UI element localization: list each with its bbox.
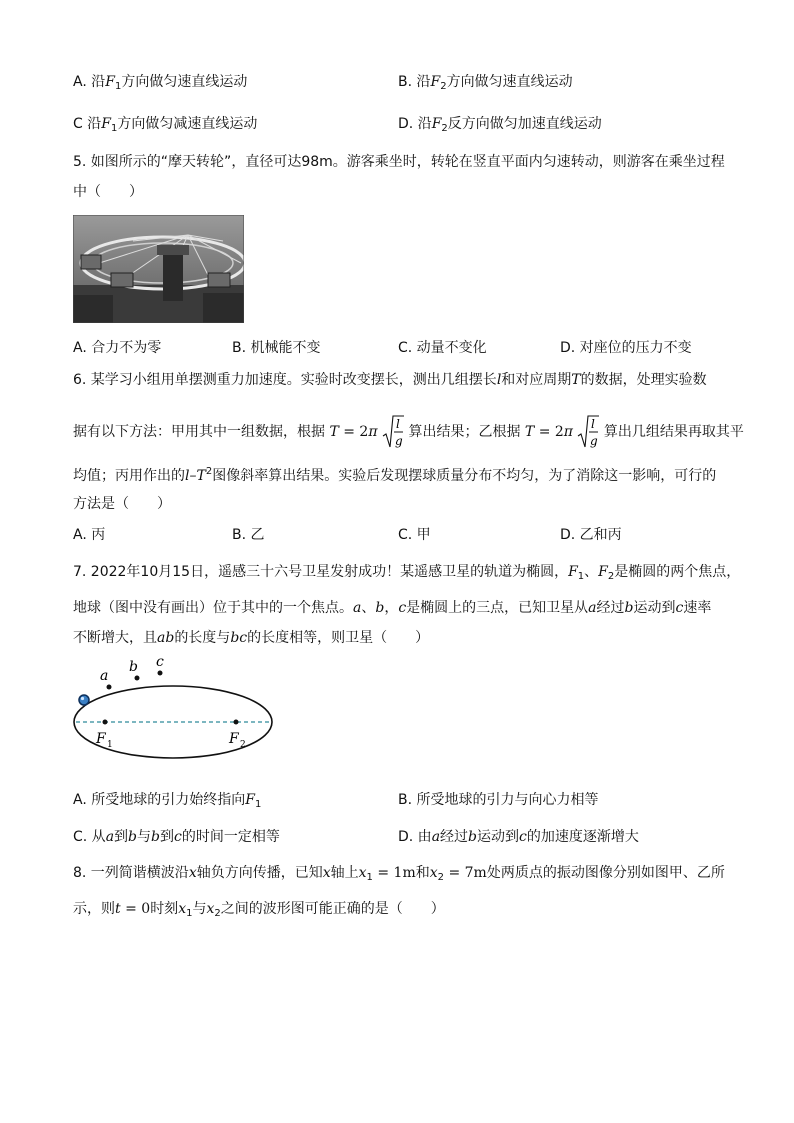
q6-option-d: D. 乙和丙 — [560, 527, 622, 543]
formula-period-1: T = 2π — [329, 424, 378, 440]
q7-option-d: D. 由a经过b运动到c的加速度逐渐增大 — [398, 829, 639, 845]
sqrt-g-2: g — [590, 434, 599, 448]
sqrt-l-1: l — [396, 417, 400, 431]
point-b-dot — [135, 676, 140, 681]
q5-stem-line1: 5. 如图所示的“摩天转轮”，直径可达98m。游客乘坐时，转轮在竖直平面内匀速转动，则游客在乘坐过程 — [73, 154, 725, 170]
q5-option-c: C. 动量不变化 — [398, 340, 487, 356]
label-c: c — [156, 654, 164, 670]
q7-stem-line3: 不断增大，且ab的长度与bc的长度相等，则卫星（ ） — [73, 630, 430, 646]
sqrt-sign-2 — [577, 414, 599, 450]
q7-stem-line1: 7. 2022年10月15日，遥感三十六号卫星发射成功！某遥感卫星的轨道为椭圆，$F_1$、$F_2$是椭圆的两个焦点， — [73, 564, 741, 582]
label-a: a — [100, 668, 109, 684]
q4-option-c: C 沿$F_1$方向做匀减速直线运动 — [73, 116, 258, 134]
q8-stem-line1: 8. 一列简谐横波沿x轴负方向传播，已知x轴上$x_1 = 1m$和$x_2 = 7m$处两质点的振动图像分别如图甲、乙所 — [73, 865, 725, 883]
point-c-dot — [158, 671, 163, 676]
q5-option-d: D. 对座位的压力不变 — [560, 340, 692, 356]
q4-option-a: A. 沿$F_1$方向做匀速直线运动 — [73, 74, 248, 92]
q6-stem-line3: 均值；丙用作出的$l-T^2$图像斜率算出结果。实验后发现摆球质量分布不均匀，为了消除这一影响，可行的 — [73, 466, 717, 484]
q8-stem-line2: 示，则t = 0时刻$x_1$与$x_2$之间的波形图可能正确的是（ ） — [73, 901, 445, 919]
q6-stem-line4: 方法是（ ） — [73, 496, 171, 512]
label-f1-sub: 1 — [107, 740, 113, 750]
q4-option-b: B. 沿$F_2$方向做匀速直线运动 — [398, 74, 573, 92]
q4-option-d: D. 沿$F_2$反方向做匀加速直线运动 — [398, 116, 602, 134]
focus-f2-dot — [234, 720, 239, 725]
sqrt-l-2: l — [591, 417, 596, 431]
q7-option-a: A. 所受地球的引力始终指向$F_1$ — [73, 792, 262, 810]
q5-option-a: A. 合力不为零 — [73, 340, 162, 356]
formula-period-2: T = 2π — [524, 424, 573, 440]
orbit-ellipse-diagram — [68, 650, 283, 760]
sqrt-g-1: g — [395, 434, 403, 448]
label-f2-sub: 2 — [240, 740, 246, 750]
q7-stem-line2: 地球（图中没有画出）位于其中的一个焦点。a、b，c是椭圆上的三点，已知卫星从a经过b运动到c速率 — [73, 600, 712, 616]
focus-f1-dot — [103, 720, 108, 725]
ferris-wheel-photo — [73, 215, 244, 323]
q5-stem-line2: 中（ ） — [73, 184, 143, 200]
satellite-highlight — [81, 697, 84, 700]
q7-option-b: B. 所受地球的引力与向心力相等 — [398, 792, 599, 808]
q6-option-b: B. 乙 — [232, 527, 265, 543]
q6-stem-line1: 6. 某学习小组用单摆测重力加速度。实验时改变摆长，测出几组摆长l和对应周期T的数据，处理实验数 — [73, 372, 707, 388]
point-a-dot — [107, 685, 112, 690]
q6-stem-line2: 据有以下方法：甲用其中一组数据，根据 T = 2π l g 算出结果；乙根据 T = 2π l g 算出几组结果再取其平 — [73, 414, 744, 440]
label-b: b — [129, 659, 138, 675]
satellite-icon — [79, 695, 89, 705]
q7-option-c: C. 从a到b与b到c的时间一定相等 — [73, 829, 280, 845]
q5-option-b: B. 机械能不变 — [232, 340, 321, 356]
label-f2: F — [229, 731, 239, 747]
label-f1: F — [96, 731, 106, 747]
q6-option-c: C. 甲 — [398, 527, 431, 543]
q6-option-a: A. 丙 — [73, 527, 106, 543]
sqrt-sign-1 — [382, 414, 404, 450]
